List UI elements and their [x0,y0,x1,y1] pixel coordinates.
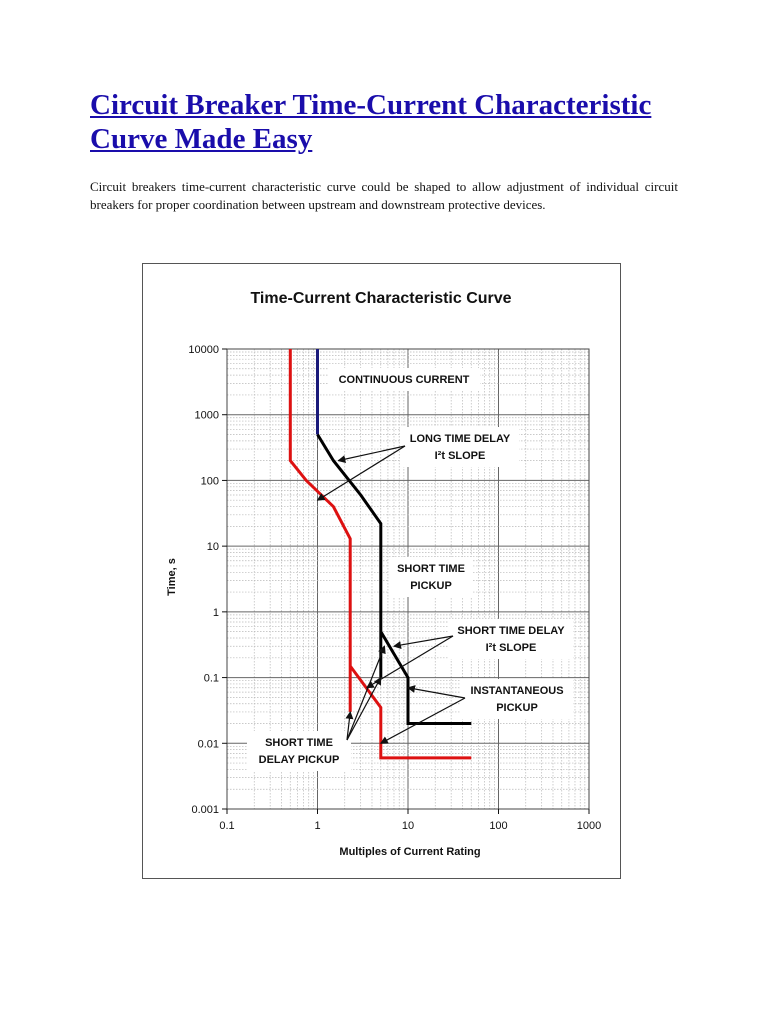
annotation-label: SHORT TIME [397,563,465,575]
x-tick-label: 100 [489,820,508,832]
x-tick-label: 10 [401,820,415,832]
chart-annotations [247,368,573,771]
annotation-label: LONG TIME DELAY [409,433,511,445]
annotation-arrow [381,698,465,743]
y-tick-label: 100 [200,475,219,488]
y-tick-label: 0.001 [191,804,219,816]
x-tick-label: 0.1 [219,820,235,832]
annotation-label: PICKUP [496,702,538,714]
y-tick-label: 1000 [194,409,219,422]
y-tick-label: 1 [212,606,219,619]
y-axis-title: Time, s [166,558,178,596]
x-tick-label: 1000 [576,820,602,832]
annotation-label: SHORT TIME DELAY [457,625,565,637]
annotation-arrow [347,646,385,740]
annotation-label: SHORT TIME [265,737,333,749]
y-tick-label: 10000 [188,344,219,356]
annotation-label: DELAY PICKUP [258,754,340,766]
intro-paragraph: Circuit breakers time-current characteristic curve could be shaped to allow adjustment of individual circuit breakers for proper coordination between upstream and downstream protective devices. [90,179,678,212]
time-current-chart [143,264,620,878]
annotation-label: INSTANTANEOUS [470,685,564,697]
chart-figure [142,263,621,879]
annotation-label: I²t SLOPE [434,450,486,462]
annotation-label: CONTINUOUS CURRENT [338,374,470,386]
y-tick-label: 0.01 [197,738,219,751]
y-tick-label: 10 [206,541,219,554]
annotation-label: PICKUP [410,580,452,592]
chart-title: Time-Current Characteristic Curve [250,290,512,307]
annotation-label: I²t SLOPE [485,642,537,654]
x-axis-title: Multiples of Current Rating [339,846,481,858]
y-tick-label: 0.1 [203,672,219,685]
article-title[interactable]: Circuit Breaker Time-Current Characteristic Curve Made Easy [90,89,652,155]
x-tick-label: 1 [314,820,321,832]
annotation-arrow [408,688,465,698]
